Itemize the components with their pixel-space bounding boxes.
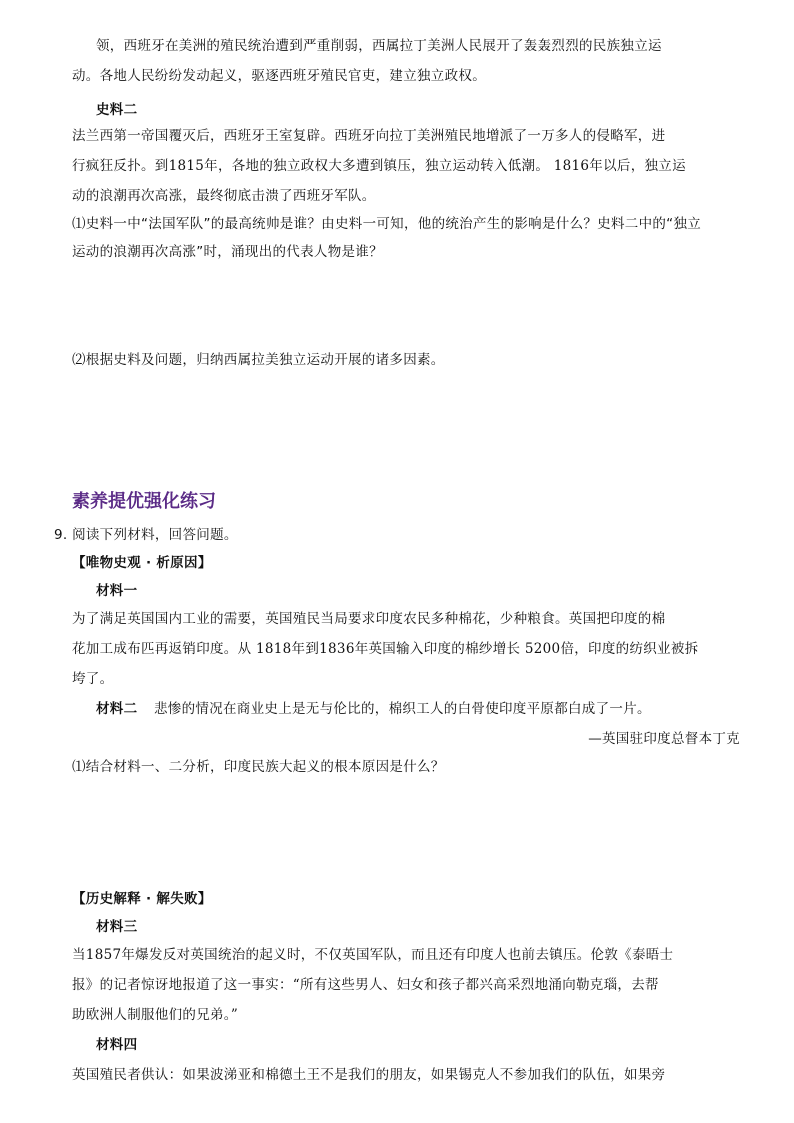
- paragraph-line: 领，西班牙在美洲的殖民统治遭到严重削弱，西属拉丁美洲人民展开了轰轰烈烈的民族独立运: [96, 38, 662, 54]
- source-heading: 材料二: [96, 701, 138, 717]
- question-line: 运动的浪潮再次高涨”时，涌现出的代表人物是谁？: [72, 244, 383, 260]
- source-attribution: —英国驻印度总督本丁克: [588, 731, 740, 747]
- source-block: [96, 699, 651, 719]
- paragraph-line: 报》的记者惊讶地报道了这一事实：“所有这些男人、妇女和孩子都兴高采烈地涌向勒克瑙，去帮: [72, 977, 659, 993]
- paragraph-line: 当1857年爆发反对英国统治的起义时，不仅英国军队，而且还有印度人也前去镇压。伦敦《泰晤士: [72, 947, 674, 963]
- source-heading: 材料一: [96, 583, 138, 599]
- source-heading: 史料二: [96, 102, 138, 118]
- paragraph-line: 助欧洲人制服他们的兄弟。”: [72, 1007, 239, 1023]
- source-heading: 材料三: [96, 919, 138, 935]
- paragraph-line: 为了满足英国国内工业的需要，英国殖民当局要求印度农民多种棉花，少种粮食。英国把印度的棉: [72, 611, 666, 627]
- question-line: ⑵根据史料及问题，归纳西属拉美独立运动开展的诸多因素。: [72, 352, 445, 368]
- question-line: ⑴结合材料一、二分析，印度民族大起义的根本原因是什么？: [72, 759, 445, 775]
- question-stem: 9. 阅读下列材料，回答问题。: [54, 527, 238, 543]
- section-tag: 【历史解释 · 解失败】: [72, 891, 212, 907]
- question-line: ⑴史料一中“法国军队”的最高统帅是谁？由史料一可知，他的统治产生的影响是什么？史料二中的“独立: [72, 216, 702, 232]
- section-tag: 【唯物史观 · 析原因】: [72, 555, 212, 571]
- source-heading: 材料四: [96, 1037, 138, 1053]
- paragraph-line: 动的浪潮再次高涨，最终彻底击溃了西班牙军队。: [72, 188, 376, 204]
- section-title: 素养提优强化练习: [72, 491, 216, 512]
- paragraph-line: 行疯狂反扑。到1815年，各地的独立政权大多遭到镇压，独立运动转入低潮。 1816年以后，独立运: [72, 158, 686, 174]
- paragraph-line: 垮了。: [72, 671, 114, 687]
- paragraph-text: 悲惨的情况在商业史上是无与伦比的，棉织工人的白骨使印度平原都白成了一片。: [154, 701, 651, 717]
- paragraph-line: 花加工成布匹再返销印度。从 1818年到1836年英国输入印度的棉纱增长 5200倍，印度的纺织业被拆: [72, 641, 699, 657]
- paragraph-line: 英国殖民者供认：如果波涕亚和棉德土王不是我们的朋友，如果锡克人不参加我们的队伍，如果旁: [72, 1067, 666, 1083]
- paragraph-line: 法兰西第一帝国覆灭后，西班牙王室复辟。西班牙向拉丁美洲殖民地增派了一万多人的侵略军，进: [72, 128, 666, 144]
- paragraph-line: 动。各地人民纷纷发动起义，驱逐西班牙殖民官吏，建立独立政权。: [72, 68, 486, 84]
